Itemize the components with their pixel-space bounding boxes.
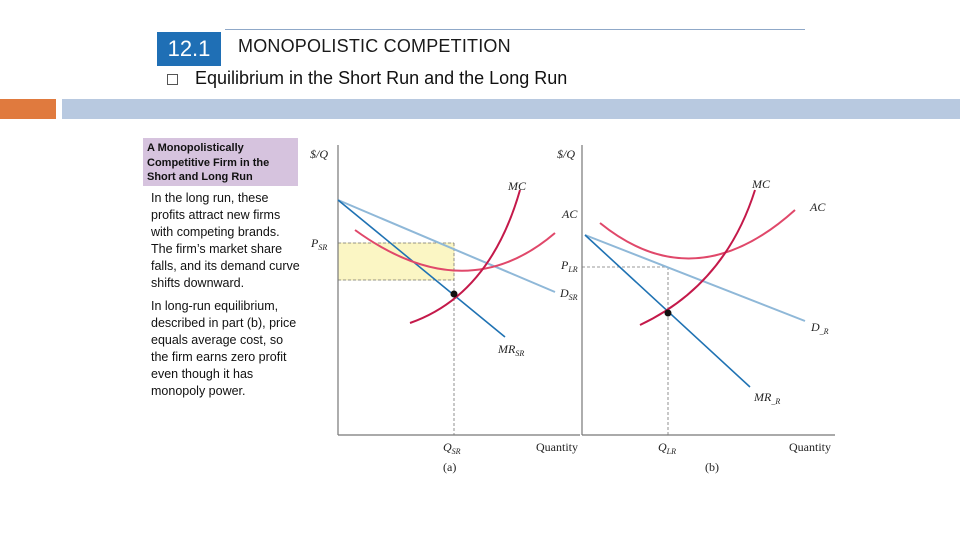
panel-a-label: (a): [443, 460, 457, 474]
mr-sr-label: $MR_{SR}$: [498, 342, 525, 358]
psr-label: $P_{SR}$: [311, 236, 328, 252]
equilibrium-diagram: [300, 135, 845, 480]
demand-lr-label: $D_{\_R}$: [811, 320, 829, 336]
equilibrium-point-b: [665, 310, 672, 317]
paragraph-long-run: In long-run equilibrium, described in part (b), price equals average cost, so the firm earns zero profit even though it has monopoly power.: [151, 299, 297, 398]
equilibrium-point-a: [451, 291, 458, 298]
panel-b-label: (b): [705, 460, 719, 474]
ac-label-b: AC: [810, 200, 826, 214]
header-rule: [225, 29, 805, 30]
mc-label-a: MC: [508, 179, 526, 193]
panel-b: [557, 145, 835, 474]
slide-title: MONOPOLISTIC COMPETITION: [238, 36, 511, 56]
panel-b-y-label: $/Q: [557, 147, 575, 161]
figure-caption: A Monopolistically Competitive Firm in the Short and Long Run: [143, 138, 298, 186]
panel-a: [310, 145, 580, 474]
bullet-square-icon: [167, 74, 178, 85]
qsr-label: $Q_{SR}$: [443, 440, 461, 456]
mr-lr-label: $MR_{\_R}$: [754, 390, 781, 406]
panel-b-x-label: Quantity: [789, 440, 831, 454]
demand-sr-label: $D_{SR}$: [560, 286, 578, 302]
plr-label: $P_{LR}$: [561, 258, 578, 274]
qlr-label: $Q_{LR}$: [658, 440, 677, 456]
accent-bar-blue: [62, 99, 960, 119]
paragraph-short-run: In the long run, these profits attract new firms with competing brands. The firm’s market share falls, and its demand curve shifts downward.: [151, 191, 300, 290]
panel-a-x-label: Quantity: [536, 440, 578, 454]
section-number-badge: 12.1: [157, 32, 221, 66]
panel-a-y-label: $/Q: [310, 147, 328, 161]
ac-label-a: AC: [562, 207, 578, 221]
demand-lr-curve: [585, 235, 805, 321]
mc-label-b: MC: [752, 177, 770, 191]
accent-bar-orange: [0, 99, 56, 119]
slide-subtitle: Equilibrium in the Short Run and the Long Run: [195, 68, 568, 88]
